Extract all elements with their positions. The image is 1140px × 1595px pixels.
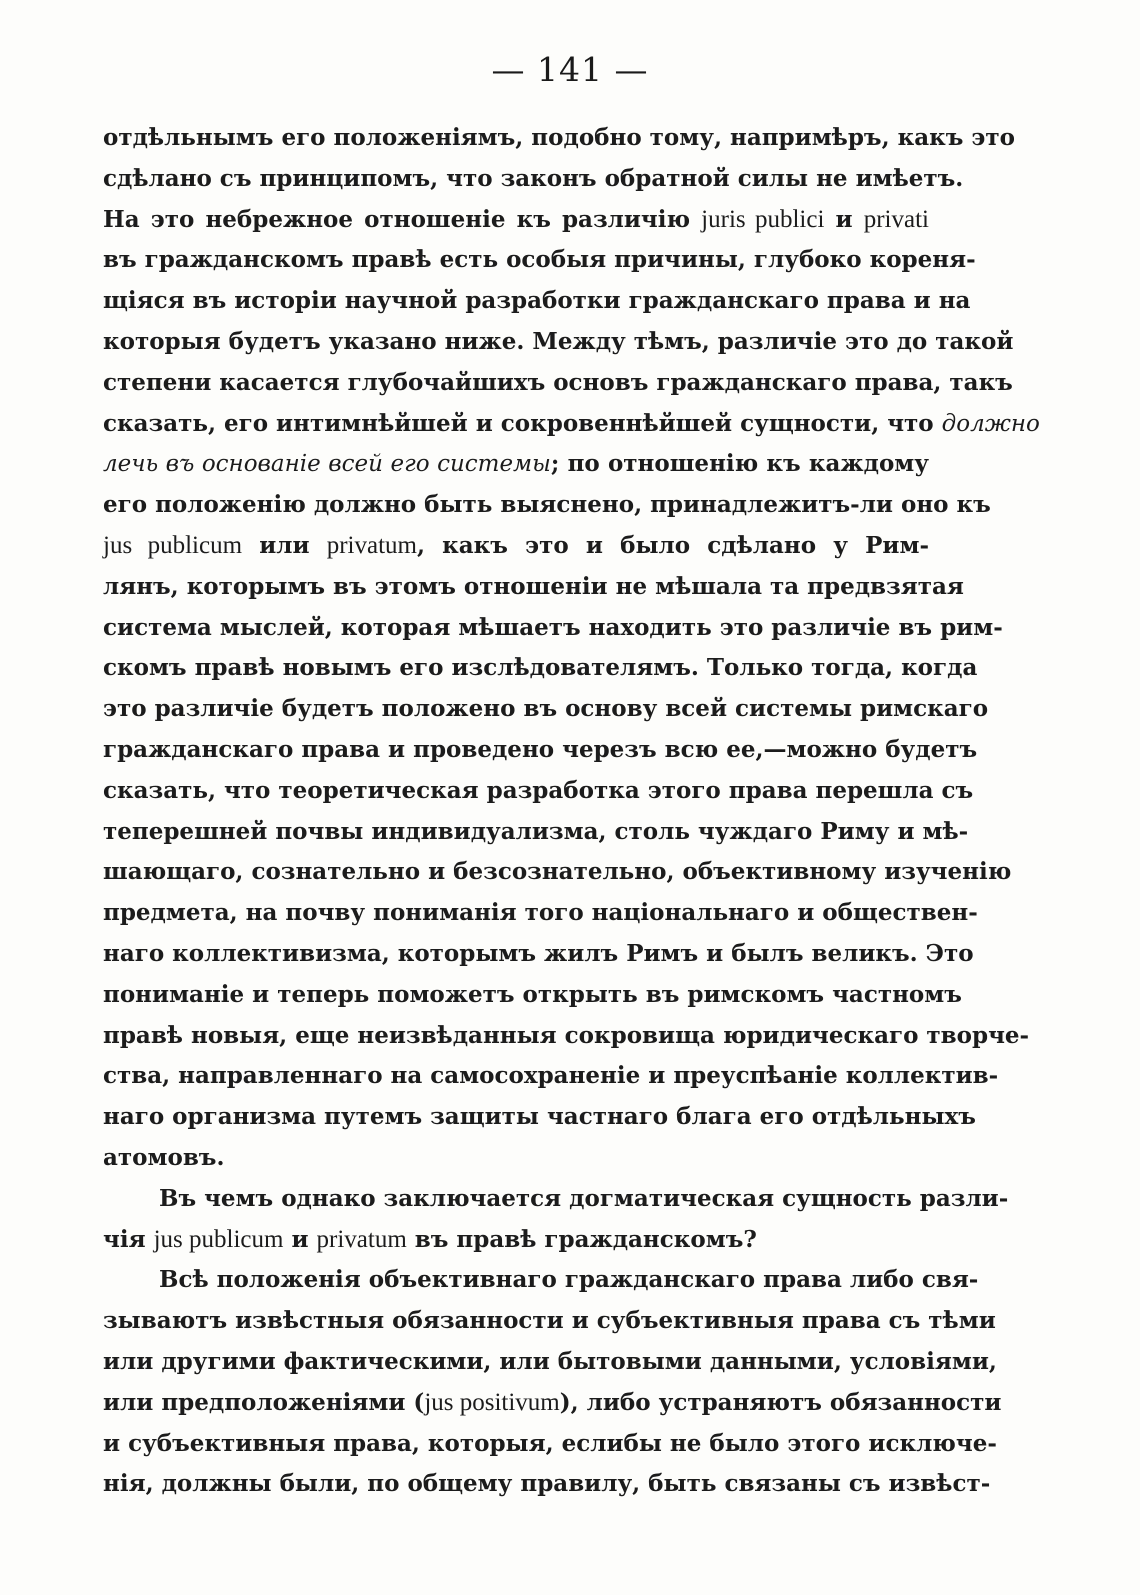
text-run: въ правѣ гражданскомъ? bbox=[406, 1225, 757, 1253]
text-line: лянъ, которымъ въ этомъ отношеніи не мѣшала та предвзятая bbox=[103, 572, 964, 600]
text-line bbox=[103, 444, 929, 485]
text-line: наго организма путемъ защиты частнаго блага его отдѣльныхъ bbox=[103, 1103, 976, 1131]
text-line: степени касается глубочайшихъ основъ гражданскаго права, такъ bbox=[103, 368, 1013, 396]
text-line: щіяся въ исторіи научной разработки гражданскаго права и на bbox=[103, 287, 971, 315]
emphasis: должно bbox=[941, 410, 1040, 437]
latin-term: privatum bbox=[316, 1225, 407, 1253]
text-run: , какъ это и было сдѣлано у Рим- bbox=[416, 531, 929, 559]
text-run: или bbox=[242, 531, 327, 559]
text-line: его положенію должно быть выяснено, принадлежитъ-ли оно къ bbox=[103, 491, 991, 519]
text-run: и bbox=[824, 205, 864, 233]
text-run: или предположеніями ( bbox=[103, 1388, 425, 1416]
text-run: сказать, его интимнѣйшей и сокровеннѣйшей сущности, что bbox=[103, 409, 942, 437]
text-line: и субъективныя права, которыя, еслибы не было этого исключе- bbox=[103, 1429, 997, 1457]
text-line: ства, направленнаго на самосохраненіе и преуспѣаніе коллектив- bbox=[103, 1062, 999, 1090]
text-line: это различіе будетъ положено въ основу всей системы римскаго bbox=[103, 695, 989, 723]
latin-term: jus publicum bbox=[153, 1225, 284, 1253]
text-line: сказать, что теоретическая разработка этого права перешла съ bbox=[103, 776, 974, 804]
latin-term: jus publicum bbox=[103, 531, 243, 559]
page-number: — 141 — bbox=[491, 50, 649, 89]
text-run: ; по отношенію къ каждому bbox=[550, 450, 929, 478]
text-line: сдѣлано съ принципомъ, что законъ обратной силы не имѣетъ. bbox=[103, 164, 964, 192]
text-line: предмета, на почву пониманія того національнаго и обществен- bbox=[103, 899, 978, 927]
text-line: въ гражданскомъ правѣ есть особыя причины, глубоко кореня- bbox=[103, 246, 976, 274]
text-line: скомъ правѣ новымъ его изслѣдователямъ. Только тогда, когда bbox=[103, 654, 978, 682]
text-line: гражданскаго права и проведено черезъ всю ее,—можно будетъ bbox=[103, 735, 978, 763]
text-line: наго коллективизма, которымъ жилъ Римъ и былъ великъ. Это bbox=[103, 939, 974, 967]
text-line bbox=[103, 404, 1040, 445]
text-run: и bbox=[283, 1225, 317, 1253]
text-line: зываютъ извѣстныя обязанности и субъективныя права съ тѣми bbox=[103, 1307, 996, 1335]
text-line: или другими фактическими, или бытовыми данными, условіями, bbox=[103, 1347, 997, 1375]
text-line bbox=[103, 200, 929, 241]
latin-term: jus positivum bbox=[424, 1388, 560, 1416]
text-line: шающаго, сознательно и безсознательно, объективному изученію bbox=[103, 858, 1012, 886]
text-run: ), либо устраняютъ обязанности bbox=[559, 1388, 1002, 1416]
text-line: Въ чемъ однако заключается догматическая сущность разли- bbox=[159, 1184, 1009, 1212]
text-line: которыя будетъ указано ниже. Между тѣмъ, различіе это до такой bbox=[103, 327, 1014, 355]
text-line: нія, должны были, по общему правилу, быть связаны съ извѣст- bbox=[103, 1470, 991, 1498]
body-text bbox=[103, 118, 1040, 1505]
latin-term: juris publici bbox=[701, 205, 825, 233]
text-line: отдѣльнымъ его положеніямъ, подобно тому, напримѣръ, какъ это bbox=[103, 124, 1015, 151]
latin-term: privatum bbox=[326, 531, 417, 559]
text-line bbox=[103, 1220, 929, 1261]
latin-term: privati bbox=[863, 205, 929, 233]
text-line bbox=[103, 526, 929, 567]
text-line: теперешней почвы индивидуализма, столь чуждаго Риму и мѣ- bbox=[103, 817, 969, 845]
emphasis: лечь въ основаніе всей его системы bbox=[103, 451, 551, 478]
text-line: пониманіе и теперь поможетъ открыть въ римскомъ частномъ bbox=[103, 980, 962, 1008]
text-line bbox=[103, 1383, 1002, 1424]
text-run: чія bbox=[103, 1225, 154, 1253]
text-run: На это небрежное отношеніе къ различію bbox=[103, 205, 702, 233]
text-line: Всѣ положенія объективнаго гражданскаго права либо свя- bbox=[159, 1266, 979, 1294]
text-line: атомовъ. bbox=[103, 1143, 225, 1171]
text-line: правѣ новыя, еще неизвѣданныя сокровища юридическаго творче- bbox=[103, 1021, 1030, 1049]
text-line: система мыслей, которая мѣшаетъ находить это различіе въ рим- bbox=[103, 613, 1003, 641]
